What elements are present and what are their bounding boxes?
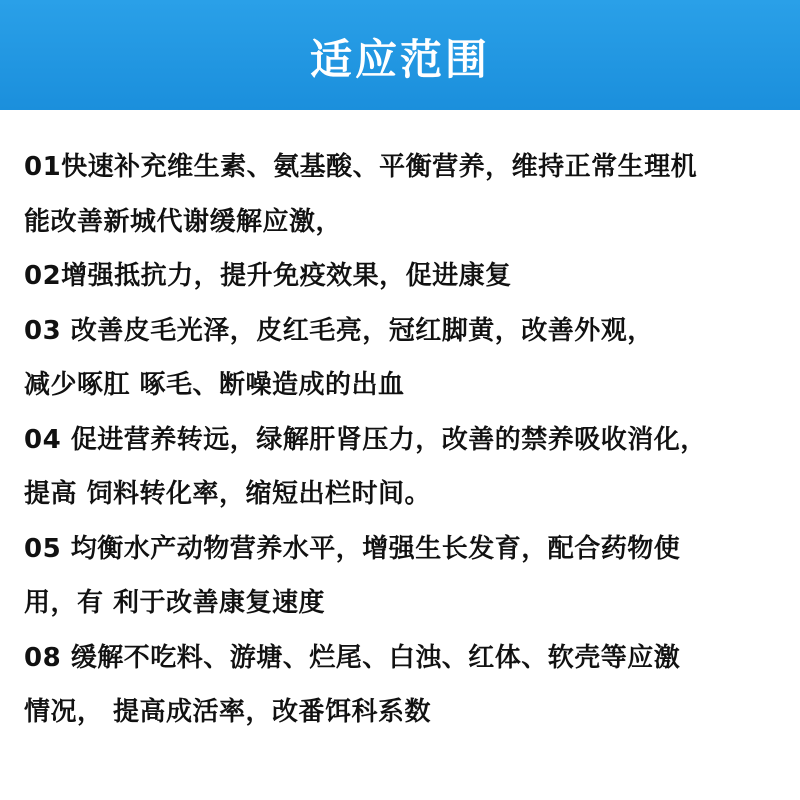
- text-line: 减少啄肛 啄毛、断噪造成的出血: [24, 370, 405, 400]
- text-line: 04 促进营养转远，绿解肝肾压力，改善的禁养吸收消化，: [24, 424, 707, 455]
- text-line: 01快速补充维生素、氨基酸、平衡营养，维持正常生理机: [24, 152, 698, 182]
- page-title: 适应范围: [309, 35, 490, 84]
- text-line: 08 缓解不吃料、游塘、烂尾、白浊、红体、软壳等应激: [24, 642, 681, 673]
- text-line: 能改善新城代谢缓解应激，: [24, 206, 343, 237]
- text-line: 03 改善皮毛光泽，皮红毛亮，冠红脚黄，改善外观，: [24, 315, 654, 346]
- text-line: 用，有 利于改善康复速度: [24, 588, 326, 618]
- text-line: 提高 饲料转化率，缩短出栏时间。: [24, 479, 432, 509]
- header-bar: [0, 0, 800, 110]
- text-line: 02增强抵抗力，提升免疫效果，促进康复: [24, 261, 512, 291]
- description-text-block: [24, 140, 784, 740]
- text-line: 05 均衡水产动物营养水平，增强生长发育，配合药物使: [24, 533, 681, 564]
- text-line: 情况， 提高成活率，改番饵科系数: [24, 697, 432, 727]
